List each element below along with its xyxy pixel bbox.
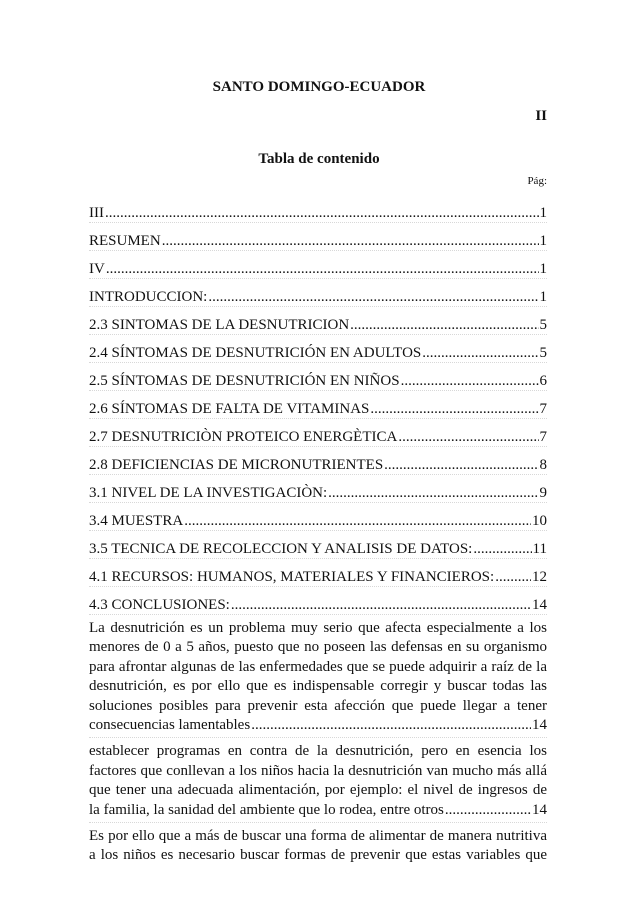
location-title: SANTO DOMINGO-ECUADOR [212, 79, 426, 95]
toc-entry-page: 10 [532, 513, 547, 529]
toc-entry-title: 4.1 RECURSOS: HUMANOS, MATERIALES Y FINANCIEROS: [89, 569, 495, 585]
toc-entry-title: 2.8 DEFICIENCIAS DE MICRONUTRIENTES [89, 457, 384, 473]
toc-paragraph-continuation [89, 823, 547, 866]
toc-entry-title: RESUMEN [89, 233, 161, 249]
toc-leader-dots [105, 204, 539, 222]
toc-entry[interactable] [89, 391, 547, 419]
toc-entry[interactable] [89, 223, 547, 251]
toc-entry-title: IV [89, 261, 105, 277]
toc-entry-title: 2.7 DESNUTRICIÒN PROTEICO ENERGÈTICA [89, 429, 398, 445]
toc-entry-title: 2.4 SÍNTOMAS DE DESNUTRICIÓN EN ADULTOS [89, 345, 422, 361]
toc-entry-page: 14 [532, 597, 547, 613]
toc-entry-title: 2.3 SINTOMAS DE LA DESNUTRICION [89, 317, 350, 333]
toc-entry[interactable] [89, 503, 547, 531]
paragraph-last-line [89, 801, 547, 820]
paragraph-last-line [89, 716, 547, 735]
toc-entry-title: 3.1 NIVEL DE LA INVESTIGACIÒN: [89, 485, 328, 501]
toc-entry[interactable] [89, 195, 547, 223]
toc-leader-dots [350, 316, 538, 334]
paragraph-line: a los niños es necesario buscar formas de prevenir que estas variables que [89, 847, 547, 864]
toc-entry-page: 6 [539, 373, 547, 389]
toc-leader-dots [384, 456, 538, 474]
toc-entry[interactable] [89, 475, 547, 503]
toc-entry[interactable] [89, 335, 547, 363]
paragraph-line: factores que conllevan a los niños hacia la desnutrición van mucho más allá [89, 762, 547, 779]
toc-entry-page: 1 [539, 289, 547, 305]
toc-leader-dots [208, 288, 538, 306]
paragraph-last-line-text: la familia, la sanidad del ambiente que lo rodea, entre otros [89, 801, 444, 818]
toc-entry[interactable] [89, 307, 547, 335]
toc-entry-page: 5 [539, 317, 547, 333]
toc-entry[interactable] [89, 419, 547, 447]
paragraph-line: soluciones posibles para prevenir esta afección que puede llegar a tener [89, 697, 547, 714]
toc-entry-title: 4.3 CONCLUSIONES: [89, 597, 230, 613]
toc-leader-dots [251, 716, 531, 735]
paragraph-line: La desnutrición es un problema muy serio que afecta especialmente a los [89, 620, 547, 636]
toc-entry[interactable] [89, 587, 547, 615]
toc-entry[interactable] [89, 531, 547, 559]
toc-entry-title: 2.5 SÍNTOMAS DE DESNUTRICIÓN EN NIÑOS [89, 373, 400, 389]
toc-entry[interactable] [89, 251, 547, 279]
toc-leader-dots [184, 512, 531, 530]
page-column-label: Pág: [527, 175, 547, 187]
toc-leader-dots [370, 400, 538, 418]
toc-leader-dots [422, 344, 538, 362]
toc-entry-page: 1 [539, 261, 547, 277]
paragraph-line: menores de 0 a 5 años, puesto que no poseen las defensas en su organismo [89, 639, 547, 656]
toc-entry-page: 14 [532, 717, 547, 734]
table-of-contents [89, 195, 547, 866]
toc-paragraph-entry[interactable] [89, 615, 547, 738]
toc-leader-dots [328, 484, 538, 502]
page-roman-numeral: II [535, 108, 547, 124]
toc-entry-page: 5 [539, 345, 547, 361]
toc-entry-page: 1 [539, 205, 547, 221]
toc-entry-title: III [89, 205, 104, 221]
toc-leader-dots [473, 540, 531, 558]
toc-entry-page: 12 [532, 569, 547, 585]
toc-entry-page: 11 [532, 541, 547, 557]
toc-entry-page: 8 [539, 457, 547, 473]
toc-entry-title: 3.5 TECNICA DE RECOLECCION Y ANALISIS DE DATOS: [89, 541, 473, 557]
toc-entry[interactable] [89, 559, 547, 587]
toc-leader-dots [398, 428, 538, 446]
toc-entry-title: INTRODUCCION: [89, 289, 208, 305]
toc-entry-page: 7 [539, 401, 547, 417]
toc-paragraph-entry[interactable] [89, 738, 547, 823]
toc-entry-page: 1 [539, 233, 547, 249]
toc-leader-dots [495, 568, 531, 586]
toc-entry[interactable] [89, 363, 547, 391]
toc-leader-dots [231, 596, 531, 614]
paragraph-line: desnutrición, es por ello que es indispensable corregir y buscar todas las [89, 678, 547, 695]
paragraph-line: que tener una adecuada alimentación, por ejemplo: el nivel de ingresos de [89, 782, 547, 799]
toc-entry-page: 7 [539, 429, 547, 445]
toc-entry-page: 14 [532, 801, 547, 818]
paragraph-line: para afrontar algunas de las enfermedades que se puede adquirir a raíz de la [89, 658, 547, 675]
toc-leader-dots [106, 260, 539, 278]
paragraph-line: establecer programas en contra de la desnutrición, pero en esencia los [89, 743, 547, 760]
paragraph-last-line-text: consecuencias lamentables [89, 717, 251, 734]
toc-entry[interactable] [89, 447, 547, 475]
toc-entry-title: 2.6 SÍNTOMAS DE FALTA DE VITAMINAS [89, 401, 370, 417]
toc-entry-title: 3.4 MUESTRA [89, 513, 184, 529]
toc-leader-dots [445, 801, 531, 820]
toc-title: Tabla de contenido [258, 151, 380, 167]
toc-leader-dots [401, 372, 539, 390]
toc-leader-dots [162, 232, 539, 250]
toc-entry-page: 9 [539, 485, 547, 501]
paragraph-line: Es por ello que a más de buscar una forma de alimentar de manera nutritiva [89, 828, 547, 845]
toc-entry[interactable] [89, 279, 547, 307]
